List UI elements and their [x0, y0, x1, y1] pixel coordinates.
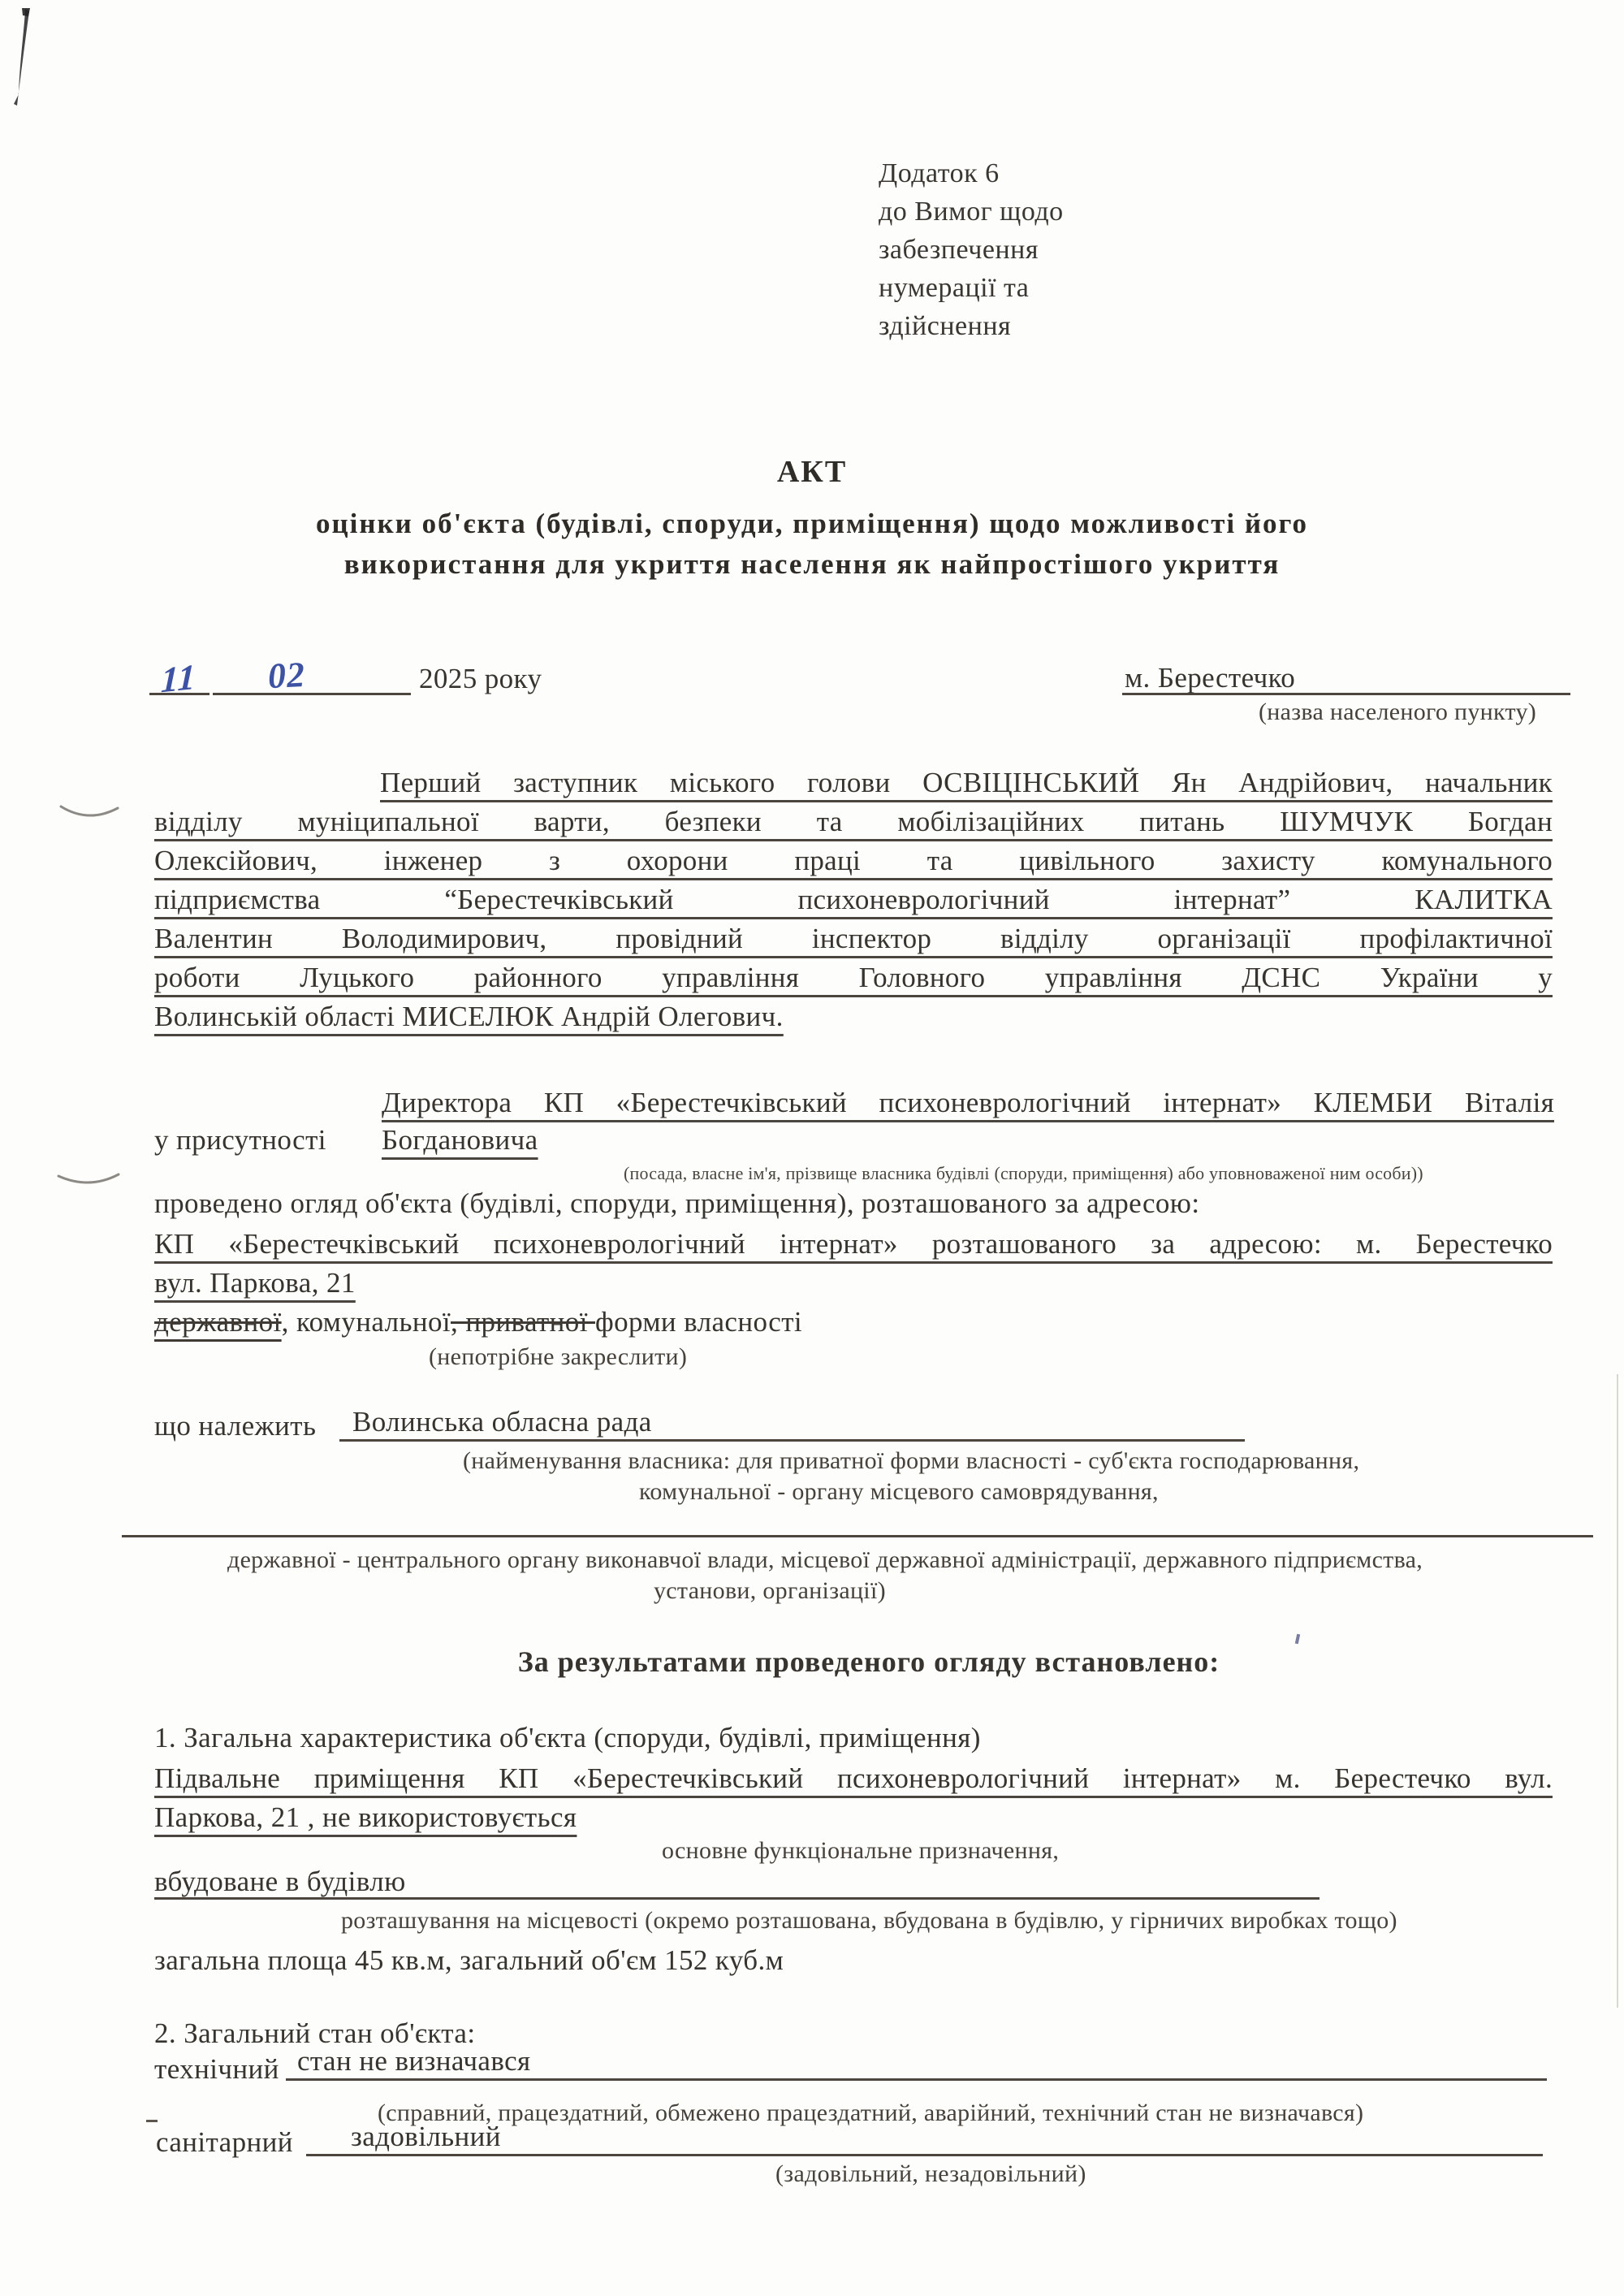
ownership-private-strikethrough: , приватної	[451, 1306, 595, 1338]
purpose-caption: основне функціональне призначення,	[662, 1837, 1060, 1864]
speck-artifact	[1295, 1634, 1300, 1645]
owner-caption-4: установи, організації)	[654, 1577, 886, 1604]
owner-value: Волинська обласна рада	[352, 1406, 652, 1438]
location-caption: розташування на місцевості (окремо розташована, вбудована в будівлю, у гірничих виробках тощо)	[341, 1907, 1397, 1934]
settlement-value: м. Берестечко	[1125, 662, 1296, 694]
settlement-caption: (назва населеного пункту)	[1259, 698, 1537, 725]
section2-heading: 2. Загальний стан об'єкта:	[154, 2017, 476, 2049]
separator-rule	[122, 1535, 1593, 1537]
strike-note-caption: (непотрібне закреслити)	[429, 1343, 688, 1370]
section1-description-line2: Паркова, 21 , не використовується	[154, 1801, 577, 1833]
date-day-blank-line	[149, 662, 209, 695]
commission-line-last: Волинській області МИСЕЛЮК Андрій Олегович.	[154, 1001, 784, 1032]
location-value: вбудоване в будівлю	[154, 1866, 406, 1897]
results-heading-wrap	[179, 1644, 1559, 1680]
section1-description-line1: Підвальне приміщення КП «Берестечківський психоневрологічний інтернат» м. Берестечко вул.	[154, 1762, 1553, 1794]
owner-label: що належить	[154, 1410, 317, 1442]
section1-heading: 1. Загальна характеристика об'єкта (споруди, будівлі, приміщення)	[154, 1722, 981, 1753]
margin-curve-artifact-bottom	[55, 1168, 122, 1192]
technical-caption: (справний, працездатний, обмежено працездатний, аварійний, технічний стан не визначався)	[378, 2099, 1364, 2126]
annex-line: Додаток 6	[879, 158, 1000, 188]
presence-label: у присутності	[154, 1124, 326, 1156]
location-blank-line	[154, 1863, 1320, 1900]
annex-line: до Вимог щодо	[879, 197, 1064, 227]
present-owner-line: Директора КП «Берестечківський психоневрологічний інтернат» КЛЕМБИ Віталія	[382, 1087, 1554, 1118]
owner-position-caption: (посада, власне ім'я, прізвище власника будівлі (споруди, приміщення) або уповноваженої ним особи))	[624, 1163, 1423, 1183]
present-owner-line2: Богдановича	[382, 1124, 538, 1156]
annex-block	[879, 154, 1064, 345]
commission-line: підприємства “Берестечківський психоневрологічний інтернат” КАЛИТКА	[154, 884, 1553, 915]
technical-label: технічний	[154, 2053, 279, 2085]
commission-line: Олексійович, інженер з охорони праці та цивільного захисту комунального	[154, 845, 1553, 876]
date-year-label: 2025 року	[419, 663, 542, 694]
sanitary-value: задовільний	[351, 2121, 501, 2152]
area-line: загальна площа 45 кв.м, загальний об'єм 152 куб.м	[154, 1944, 784, 1976]
annex-line: забезпечення	[879, 235, 1039, 265]
technical-value: стан не визначався	[297, 2045, 531, 2077]
stray-tick-artifact	[146, 2120, 158, 2122]
date-day-handwritten: 11	[160, 656, 197, 701]
ownership-state-strikethrough: державної	[154, 1306, 282, 1338]
commission-line: Валентин Володимирович, провідний інспектор відділу організації профілактичної	[154, 923, 1553, 954]
owner-blank-line	[339, 1403, 1245, 1442]
commission-paragraph	[154, 763, 1553, 1036]
settlement-blank-line	[1122, 659, 1570, 695]
commission-line: Перший заступник міського голови ОСВІЦІНСЬКИЙ Ян Андрійович, начальник	[380, 767, 1553, 798]
act-subtitle-line2: використання для укриття населення як найпростішого укриття	[343, 548, 1281, 580]
date-month-blank-line	[213, 662, 411, 695]
margin-curve-artifact-top	[58, 801, 120, 825]
ownership-rest: форми власності	[594, 1306, 803, 1338]
annex-line: здійснення	[879, 311, 1012, 341]
ownership-line	[154, 1304, 802, 1340]
act-subtitle-line1: оцінки об'єкта (будівлі, споруди, приміщення) щодо можливості його	[315, 508, 1309, 539]
sanitary-caption: (задовільний, незадовільний)	[775, 2160, 1086, 2187]
scan-edge-artifact	[1617, 1374, 1618, 2008]
object-address-line1: КП «Берестечківський психоневрологічний інтернат» розташованого за адресою: м. Берестечко	[154, 1228, 1553, 1260]
act-title: АКТ	[776, 455, 848, 489]
annex-line: нумерації та	[879, 273, 1030, 303]
date-month-handwritten: 02	[266, 654, 307, 697]
inspection-intro: проведено огляд об'єкта (будівлі, споруди, приміщення), розташованого за адресою:	[154, 1187, 1200, 1219]
pen-stroke-artifact	[8, 5, 44, 123]
owner-caption-3: державної - центрального органу виконавчої влади, місцевої державної адміністрації, державного підприємства,	[227, 1546, 1423, 1573]
owner-caption-2: комунальної - органу місцевого самоврядування,	[639, 1478, 1159, 1505]
object-address-line2: вул. Паркова, 21	[154, 1267, 356, 1299]
sanitary-blank-line	[306, 2118, 1543, 2156]
sanitary-label: санітарний	[156, 2126, 293, 2158]
commission-line: відділу муніципальної варти, безпеки та мобілізаційних питань ШУМЧУК Богдан	[154, 806, 1553, 837]
title-block	[122, 452, 1502, 585]
technical-blank-line	[286, 2043, 1547, 2081]
commission-line: роботи Луцького районного управління Головного управління ДСНС України у	[154, 962, 1553, 993]
ownership-communal: , комунальної	[281, 1306, 451, 1338]
owner-caption-1: (найменування власника: для приватної форми власності - суб'єкта господарювання,	[463, 1447, 1360, 1474]
results-heading: За результатами проведеного огляду встановлено:	[517, 1645, 1220, 1678]
